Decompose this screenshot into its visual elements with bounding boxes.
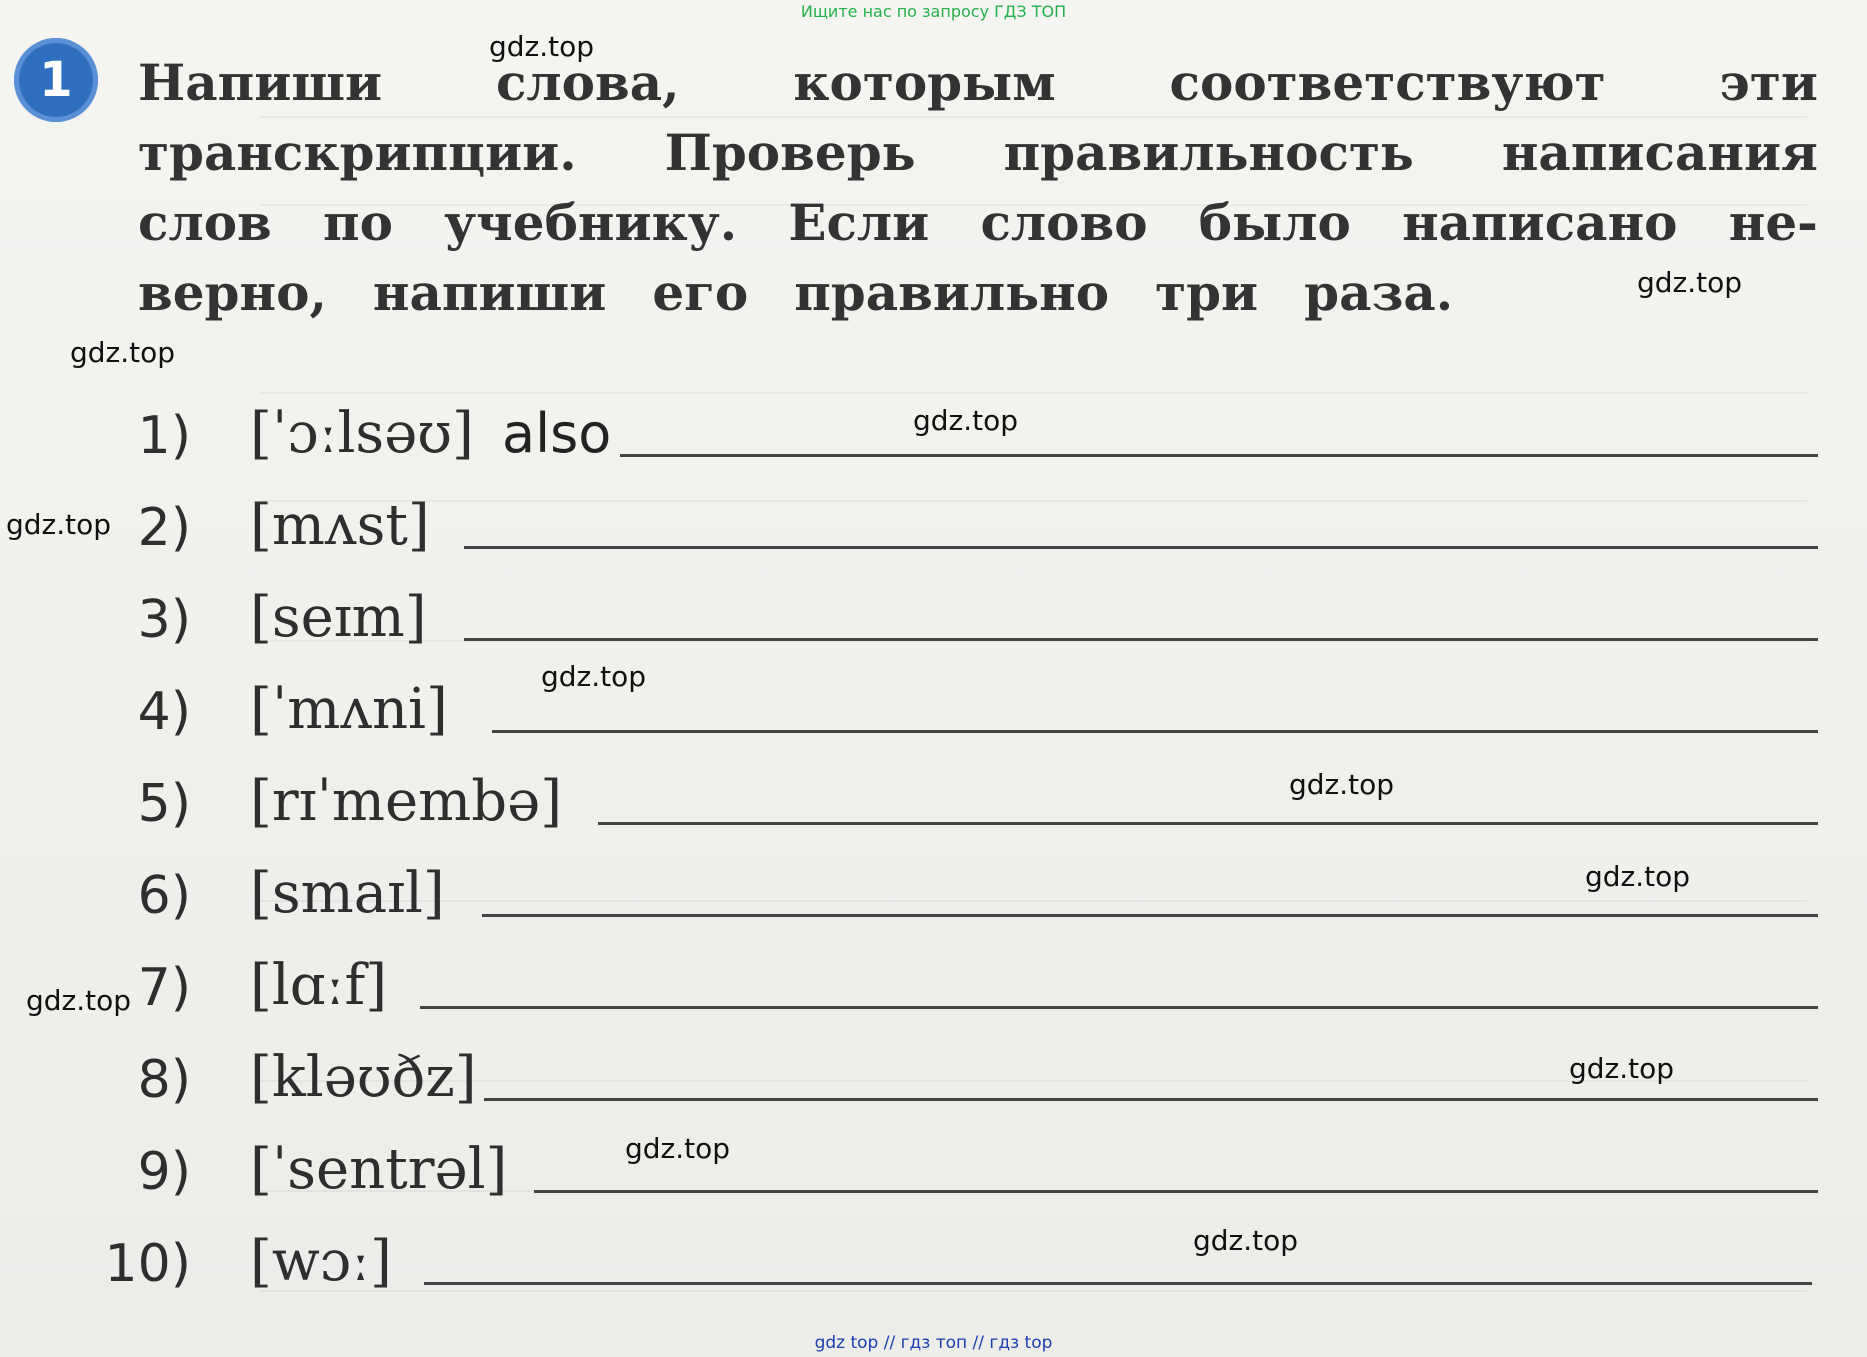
instruction-word: верно, bbox=[138, 263, 327, 322]
watermark-text: gdz.top bbox=[26, 984, 132, 1017]
instruction-word: по bbox=[323, 193, 393, 252]
item-transcription: [ˈmʌni] bbox=[250, 677, 448, 742]
instruction-word: слова, bbox=[495, 53, 680, 112]
instruction-word: написано bbox=[1402, 193, 1678, 252]
answer-line[interactable] bbox=[424, 1282, 1812, 1285]
instruction-word: соответствуют bbox=[1169, 53, 1606, 112]
list-item bbox=[0, 1224, 1867, 1304]
item-transcription: [ˈsentrəl] bbox=[250, 1137, 508, 1202]
item-transcription: [rɪˈmembə] bbox=[250, 769, 563, 834]
item-number: 2) bbox=[137, 498, 191, 558]
item-number: 8) bbox=[137, 1050, 191, 1110]
instruction-word: не- bbox=[1728, 193, 1818, 252]
footer-credits[interactable]: gdz top // гдз топ // гдз top bbox=[814, 1333, 1053, 1353]
item-transcription: [mʌst] bbox=[250, 493, 430, 558]
watermark-text: gdz.top bbox=[1637, 266, 1743, 299]
instruction-line-4 bbox=[138, 258, 1818, 328]
answer-line[interactable] bbox=[492, 730, 1818, 733]
instruction-word: напиши bbox=[372, 263, 607, 322]
instruction-word: Проверь bbox=[664, 123, 916, 182]
list-item bbox=[0, 672, 1867, 752]
instruction-word: было bbox=[1198, 193, 1351, 252]
list-item bbox=[0, 580, 1867, 660]
instruction-line-1 bbox=[138, 48, 1818, 118]
item-number: 6) bbox=[137, 866, 191, 926]
bleed-line bbox=[260, 392, 1807, 394]
instruction-word: три bbox=[1155, 263, 1259, 322]
answer-line[interactable] bbox=[482, 914, 1818, 917]
answer-line[interactable] bbox=[620, 454, 1818, 457]
item-number: 9) bbox=[137, 1142, 191, 1202]
watermark-text: gdz.top bbox=[1585, 860, 1691, 893]
instruction-word: которым bbox=[793, 53, 1056, 112]
instruction-word: слово bbox=[980, 193, 1148, 252]
instruction-word: правильность bbox=[1003, 123, 1414, 182]
answer-line[interactable] bbox=[598, 822, 1818, 825]
instruction-line-3 bbox=[138, 188, 1818, 258]
exercise-instructions bbox=[138, 48, 1818, 328]
instruction-word: учебнику. bbox=[444, 193, 738, 252]
answer-line[interactable] bbox=[464, 546, 1818, 549]
instruction-word: его bbox=[652, 263, 749, 322]
item-transcription: [ˈɔːlsəʊ] bbox=[250, 401, 474, 466]
list-item bbox=[0, 948, 1867, 1028]
watermark-text: gdz.top bbox=[489, 30, 595, 63]
instruction-word: раза. bbox=[1304, 263, 1454, 322]
watermark-text: gdz.top bbox=[70, 336, 176, 369]
instruction-word: транскрипции. bbox=[138, 123, 577, 182]
item-transcription: [lɑːf] bbox=[250, 953, 388, 1018]
instruction-word: Напиши bbox=[138, 53, 383, 112]
watermark-text: gdz.top bbox=[1289, 768, 1395, 801]
item-number: 1) bbox=[137, 406, 191, 466]
watermark-text: gdz.top bbox=[913, 404, 1019, 437]
item-transcription: [smaɪl] bbox=[250, 861, 445, 926]
item-transcription: [kləʊðz] bbox=[250, 1045, 477, 1110]
answer-line[interactable] bbox=[420, 1006, 1818, 1009]
list-item bbox=[0, 488, 1867, 568]
watermark-text: gdz.top bbox=[6, 508, 112, 541]
item-number: 4) bbox=[137, 682, 191, 742]
watermark-text: gdz.top bbox=[541, 660, 647, 693]
search-banner[interactable]: Ищите нас по запросу ГДЗ ТОП bbox=[800, 2, 1067, 21]
list-item bbox=[0, 764, 1867, 844]
item-number: 7) bbox=[137, 958, 191, 1018]
instruction-word: Если bbox=[788, 193, 930, 252]
watermark-text: gdz.top bbox=[1569, 1052, 1675, 1085]
exercise-number-badge: 1 bbox=[14, 38, 98, 122]
item-answer[interactable]: also bbox=[502, 402, 612, 465]
item-number: 3) bbox=[137, 590, 191, 650]
item-number: 5) bbox=[137, 774, 191, 834]
item-number: 10) bbox=[104, 1234, 191, 1294]
answer-line[interactable] bbox=[464, 638, 1818, 641]
instruction-word: написания bbox=[1501, 123, 1818, 182]
item-transcription: [wɔː] bbox=[250, 1229, 392, 1294]
item-transcription: [seɪm] bbox=[250, 585, 427, 650]
list-item bbox=[0, 1132, 1867, 1212]
watermark-text: gdz.top bbox=[1193, 1224, 1299, 1257]
answer-line[interactable] bbox=[534, 1190, 1818, 1193]
watermark-text: gdz.top bbox=[625, 1132, 731, 1165]
instruction-word: эти bbox=[1719, 53, 1818, 112]
answer-line[interactable] bbox=[484, 1098, 1818, 1101]
instruction-word: слов bbox=[138, 193, 272, 252]
instruction-line-2 bbox=[138, 118, 1818, 188]
instruction-word: правильно bbox=[794, 263, 1110, 322]
